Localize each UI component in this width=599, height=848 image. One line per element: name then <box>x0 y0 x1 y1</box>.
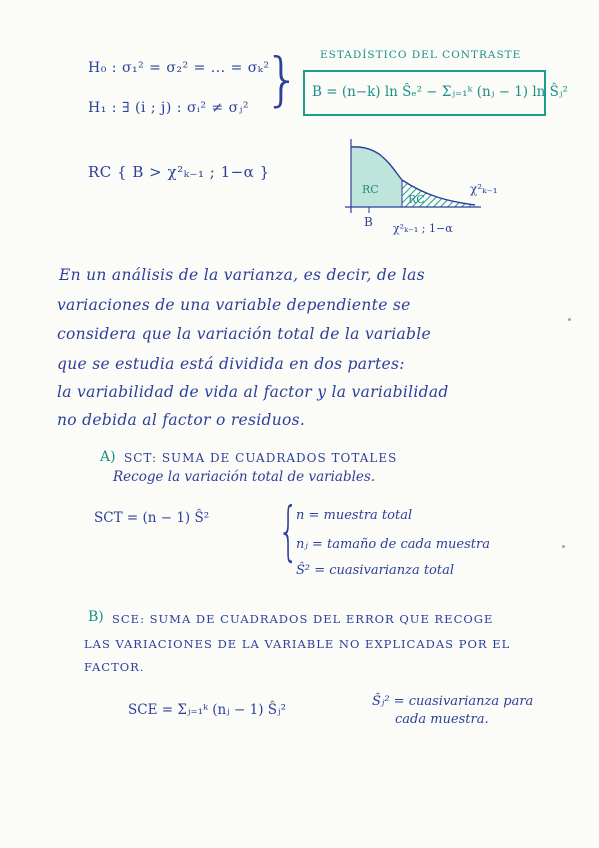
section-b-heading-line: SCE: SUMA DE CUADRADOS DEL ERROR QUE RECOGE <box>112 612 494 626</box>
page-mark <box>562 545 565 548</box>
hypotheses-brace: } <box>264 45 301 113</box>
section-b-heading-line: FACTOR. <box>84 660 145 674</box>
paragraph-line: En un análisis de la varianza, es decir, de las <box>59 266 425 284</box>
section-a-heading: SCT: SUMA DE CUADRADOS TOTALES <box>124 451 398 465</box>
sce-formula: SCE = Σⱼ₌₁ᵏ (nⱼ − 1) Ŝⱼ² <box>128 702 286 718</box>
sct-legend-item: nⱼ = tamaño de cada muestra <box>296 537 490 552</box>
paragraph-line: variaciones de una variable dependiente se <box>57 296 411 314</box>
paragraph-line: la variabilidad de vida al factor y la variabilidad <box>57 383 449 401</box>
sct-formula: SCT = (n − 1) Ŝ² <box>94 510 210 526</box>
contrast-formula: B = (n−k) ln Ŝₑ² − Σⱼ₌₁ᵏ (nⱼ − 1) ln Ŝⱼ² <box>312 84 568 100</box>
alternative-hypothesis: H₁ : ∃ (i ; j) : σᵢ² ≠ σⱼ² <box>88 100 249 116</box>
section-a-description: Recoge la variación total de variables. <box>113 469 376 485</box>
null-hypothesis: H₀ : σ₁² = σ₂² = ... = σₖ² <box>88 60 270 76</box>
critical-axis-label: χ²ₖ₋₁ ; 1−α <box>393 222 453 235</box>
paragraph-line: considera que la variación total de la variable <box>57 325 432 343</box>
page-mark <box>568 318 571 321</box>
section-a-letter: A) <box>100 449 116 465</box>
b-axis-label: B <box>364 215 373 229</box>
sct-legend-item: n = muestra total <box>296 508 413 523</box>
critical-region: RC { B > χ²ₖ₋₁ ; 1−α } <box>88 163 270 181</box>
sct-legend-item: Ŝ² = cuasivarianza total <box>296 563 455 578</box>
section-b-heading-line: LAS VARIACIONES DE LA VARIABLE NO EXPLICADAS POR EL <box>84 637 511 651</box>
section-b-letter: B) <box>88 609 104 625</box>
paragraph-line: que se estudia está dividida en dos partes: <box>57 355 405 373</box>
sce-legend-line: cada muestra. <box>395 712 489 727</box>
distribution-label: χ²ₖ₋₁ <box>470 182 498 196</box>
contrast-title: ESTADÍSTICO DEL CONTRASTE <box>320 49 522 61</box>
region-right-label: RC <box>408 193 425 206</box>
region-left-label: RC <box>362 183 379 196</box>
sct-legend-brace: { <box>278 495 299 569</box>
sce-legend-line: Ŝⱼ² = cuasivarianza para <box>372 694 534 709</box>
paragraph-line: no debida al factor o residuos. <box>57 411 306 429</box>
acceptance-region <box>351 147 402 207</box>
